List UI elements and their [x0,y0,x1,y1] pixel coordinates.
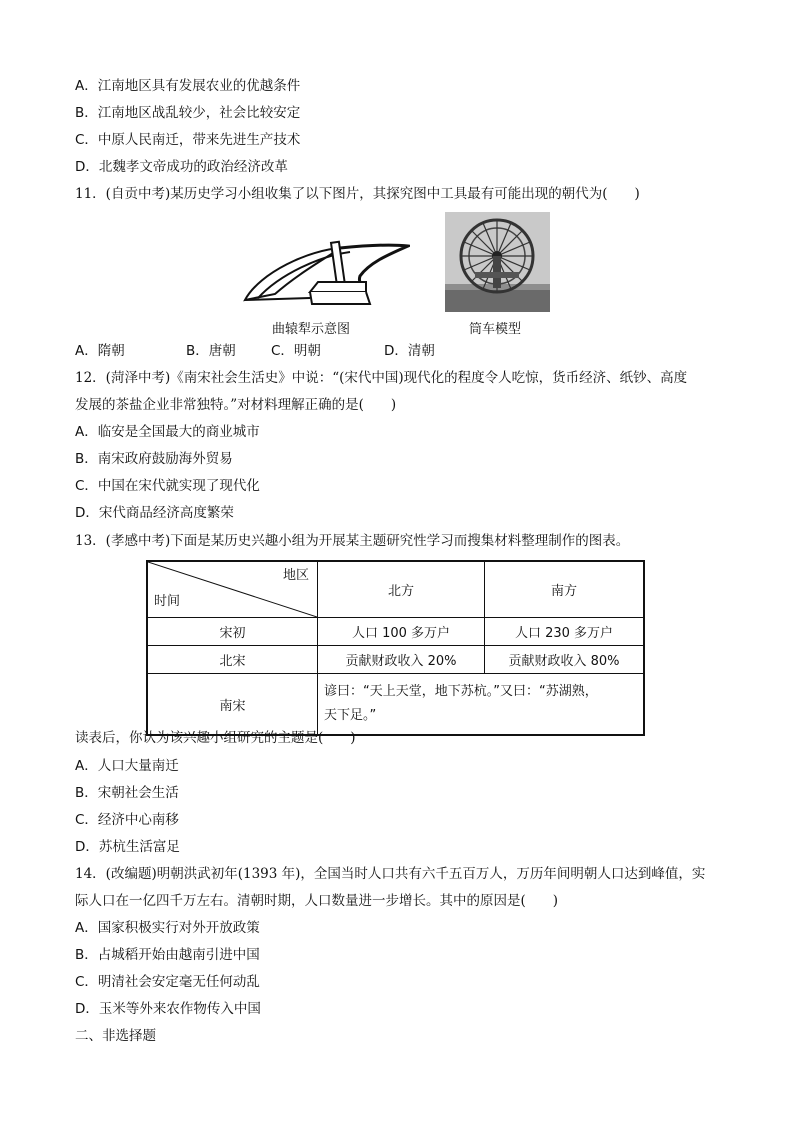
q12-option-b: B．南宋政府鼓励海外贸易 [75,451,233,467]
q11-option-c: C．明朝 [271,343,321,359]
q14-option-c: C．明清社会安定毫无任何动乱 [75,974,260,990]
table-row [147,618,644,646]
header-south: 南方 [485,561,645,618]
row-south: 贡献财政收入 80% [485,646,645,674]
q12-option-c: C．中国在宋代就实现了现代化 [75,478,260,494]
plow-caption: 曲辕犁示意图 [272,322,351,337]
quote-line2: 天下足。” [324,708,377,723]
q13-stem: 13．(孝感中考)下面是某历史兴趣小组为开展某主题研究性学习而搜集材料整理制作的图表。 [75,533,630,549]
q13-option-b: B．宋朝社会生活 [75,785,179,801]
row-south: 人口 230 多万户 [485,618,645,646]
table-corner-cell [147,561,318,618]
q10-option-b: B．江南地区战乱较少，社会比较安定 [75,105,301,121]
q11-option-a: A．隋朝 [75,343,125,359]
table-row [147,646,644,674]
row-north: 人口 100 多万户 [318,618,485,646]
water-wheel-caption: 筒车模型 [469,322,522,337]
q12-stem-line1: 12．(菏泽中考)《南宋社会生活史》中说：“(宋代中国)现代化的程度令人吃惊，货币经济、纸钞、高度 [75,370,688,386]
q13-option-c: C．经济中心南移 [75,812,179,828]
quote-line1: 谚曰：“天上天堂，地下苏杭。”又曰：“苏湖熟， [324,684,598,699]
q10-option-c: C．中原人民南迁，带来先进生产技术 [75,132,301,148]
table-row [147,674,644,736]
q10-option-a: A．江南地区具有发展农业的优越条件 [75,78,301,94]
q13-table [146,560,645,736]
row-time: 北宋 [147,646,318,674]
q14-option-b: B．占城稻开始由越南引进中国 [75,947,260,963]
row-time: 宋初 [147,618,318,646]
q13-option-a: A．人口大量南迁 [75,758,179,774]
q11-stem: 11．(自贡中考)某历史学习小组收集了以下图片，其探究图中工具最有可能出现的朝代为( ) [75,186,640,202]
water-wheel-model-photo [445,212,550,312]
row-north: 贡献财政收入 20% [318,646,485,674]
header-north: 北方 [318,561,485,618]
row-quote [318,674,645,736]
corner-time-label: 时间 [154,594,181,609]
q14-stem-line2: 际人口在一亿四千万左右。清朝时期，人口数量进一步增长。其中的原因是( ) [75,893,559,909]
row-time: 南宋 [147,674,318,736]
section-heading: 二、非选择题 [75,1028,156,1044]
q13-option-d: D．苏杭生活富足 [75,839,180,855]
q12-option-a: A．临安是全国最大的商业城市 [75,424,260,440]
q13-after-text: 读表后，你认为该兴趣小组研究的主题是( ) [75,730,356,746]
q11-option-d: D．清朝 [384,343,435,359]
q14-option-a: A．国家积极实行对外开放政策 [75,920,260,936]
q12-option-d: D．宋代商品经济高度繁荣 [75,505,234,521]
q12-stem-line2: 发展的茶盐企业非常独特。”对材料理解正确的是( ) [75,397,397,413]
q10-option-d: D．北魏孝文帝成功的政治经济改革 [75,159,288,175]
q14-stem-line1: 14．(改编题)明朝洪武初年(1393 年)，全国当时人口共有六千五百万人，万历年间明朝人口达到峰值，实 [75,866,706,882]
q11-option-b: B．唐朝 [186,343,236,359]
curved-plow-illustration [240,232,410,312]
q14-option-d: D．玉米等外来农作物传入中国 [75,1001,261,1017]
corner-region-label: 地区 [282,568,309,583]
